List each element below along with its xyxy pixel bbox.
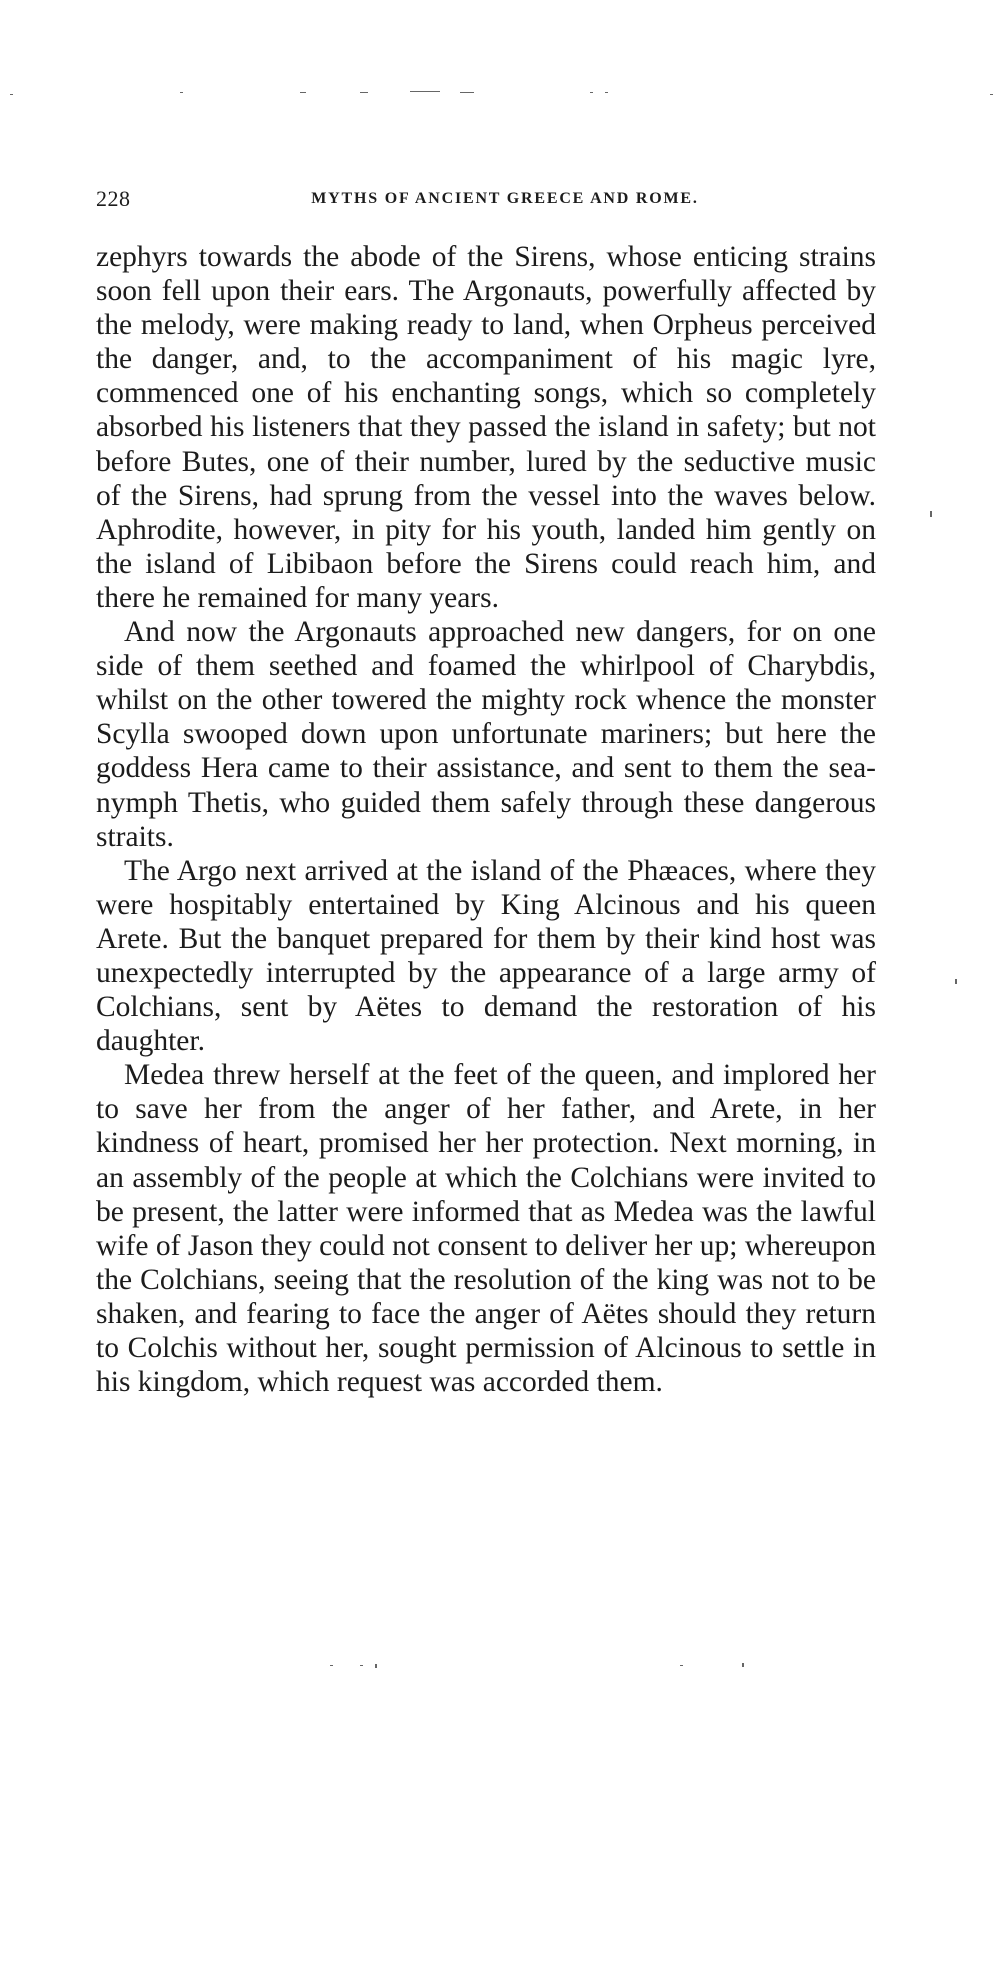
paragraph: The Argo next arrived at the island of the Phæaces, where they were hospitably entertained by King Alcinous and his queen Arete. But the banquet prepared for them by their kind host was unexpectedly interrupted by the appearance of a large army of Colchians, sent by Aëtes to demand the restoration of his daughter.: [96, 854, 876, 1058]
paragraph: zephyrs towards the abode of the Sirens, whose enticing strains soon fell upon their ears. The Argonauts, powerfully affected by the melody, were making ready to land, when Orpheus perceived the danger, and, to the accompaniment of his magic lyre, commenced one of his enchanting songs, which so completely absorbed his listeners that they passed the island in safety; but not before Butes, one of their number, lured by the seductive music of the Sirens, had sprung from the vessel into the waves below. Aphrodite, however, in pity for his youth, landed him gently on the island of Libibaon before the Sirens could reach him, and there he remained for many years.: [96, 241, 876, 614]
paragraph: Medea threw herself at the feet of the queen, and implored her to save her from the anger of her father, and Arete, in her kindness of heart, promised her her protection. Next morning, in an assembly of the people at which the Colchians were invited to be present, the latter were informed that as Medea was the lawful wife of Jason they could not consent to deliver her up; whereupon the Colchians, seeing that the resolution of the king was not to be shaken, and fearing to face the anger of Aëtes should they return to Colchis without her, sought permission of Alcinous to settle in his kingdom, which request was accorded them.: [96, 1059, 876, 1399]
scan-speck: [300, 92, 306, 93]
scan-speck: [460, 92, 474, 93]
scan-speck: [590, 92, 593, 93]
paragraph: And now the Argonauts approached new dangers, for on one side of them seethed and foamed the whirlpool of Charybdis, whilst on the other towered the mighty rock whence the monster Scylla swooped down upon unfortunate mariners; but here the goddess Hera came to their assistance, and sent to them the sea-nymph Thetis, who guided them safely through these dangerous straits.: [96, 616, 876, 853]
running-title: MYTHS OF ANCIENT GREECE AND ROME.: [311, 190, 699, 207]
body-text: [96, 240, 876, 1399]
scan-speck: [742, 1663, 744, 1667]
scan-speck: [375, 1664, 377, 1668]
scan-speck: [360, 92, 368, 93]
scan-speck: [955, 979, 957, 984]
scan-speck: [605, 92, 608, 93]
scan-speck: [680, 1665, 683, 1666]
scan-speck: [930, 511, 932, 517]
scan-speck: [10, 94, 13, 95]
scan-speck: [330, 1665, 333, 1666]
scan-speck: [990, 94, 993, 95]
scan-speck: [360, 1665, 363, 1666]
page-header: [96, 186, 874, 214]
scan-speck: [180, 92, 183, 93]
page-number: 228: [96, 186, 131, 211]
scan-speck: [410, 91, 440, 92]
